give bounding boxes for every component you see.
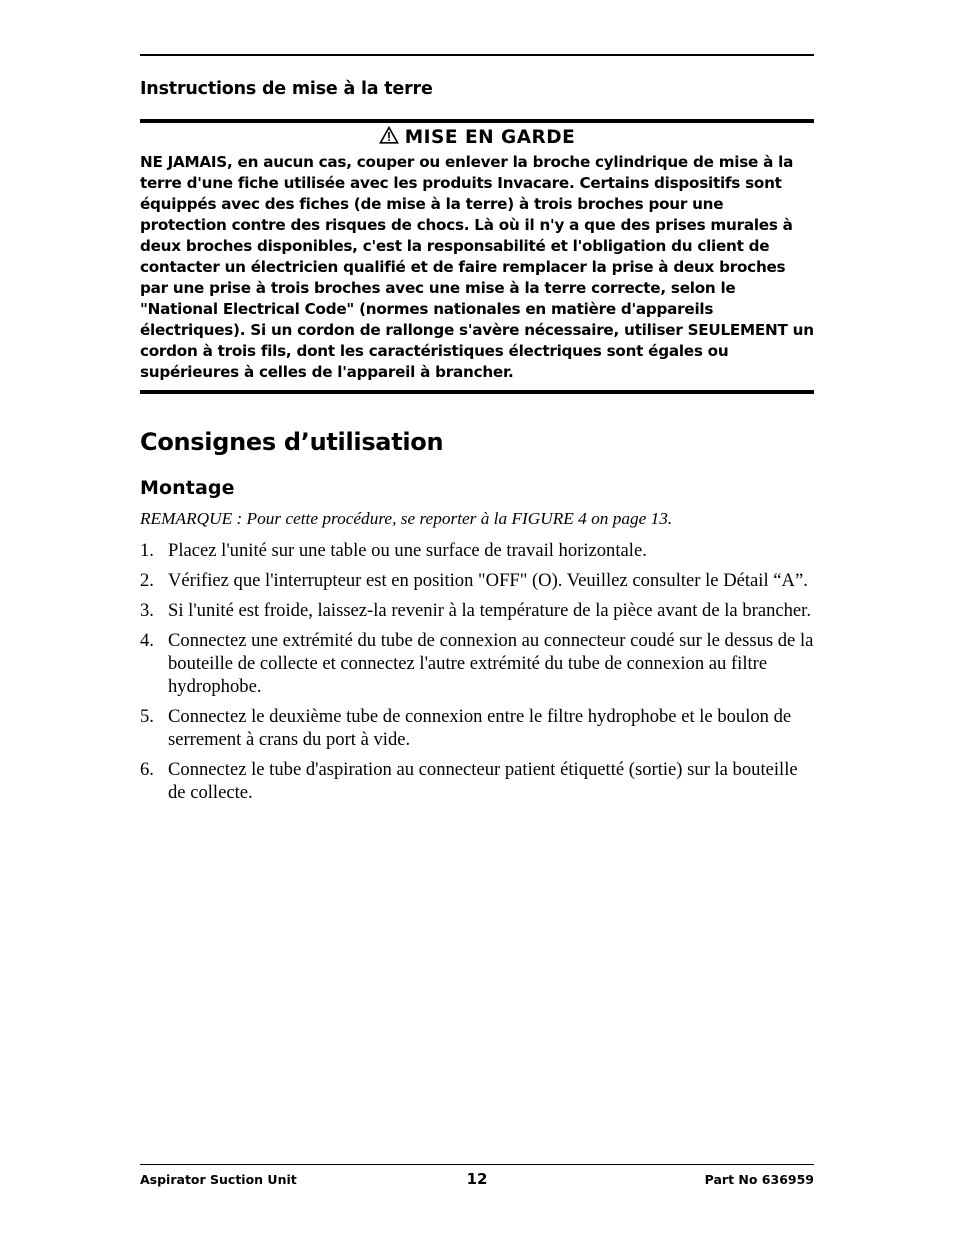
page-number: 12 [466,1170,488,1188]
step-number: 2. [140,570,154,591]
top-rule [140,54,814,56]
step-text: Connectez le tube d'aspiration au connecteur patient étiquetté (sortie) sur la bouteille de collecte. [168,759,798,803]
warning-heading-text: MISE EN GARDE [404,127,576,148]
step-text: Vérifiez que l'interrupteur est en position "OFF" (O). Veuillez consulter le Détail “A”. [168,570,808,591]
footer-product: Aspirator Suction Unit [140,1172,297,1187]
list-item [140,705,814,751]
list-item [140,539,814,562]
steps-list [140,539,814,811]
list-item [140,758,814,804]
warning-top-rule [140,119,814,123]
warning-bottom-rule [140,390,814,394]
step-text: Connectez le deuxième tube de connexion entre le filtre hydrophobe et le boulon de serrement à crans du port à vide. [168,706,792,750]
footer-rule [140,1164,814,1165]
step-text: Si l'unité est froide, laissez-la revenir à la température de la pièce avant de la brancher. [168,600,811,621]
step-number: 1. [140,540,154,561]
warning-heading [140,126,814,148]
step-text: Placez l'unité sur une table ou une surface de travail horizontale. [168,540,647,561]
list-item [140,599,814,622]
list-item [140,569,814,592]
list-item [140,629,814,698]
section-title: Instructions de mise à la terre [140,79,433,99]
step-number: 4. [140,630,154,651]
warning-body [140,152,814,383]
step-number: 6. [140,759,154,780]
step-text: Connectez une extrémité du tube de connexion au connecteur coudé sur le dessus de la bouteille de collecte et connectez l'autre extrémité du tube de connexion au filtre hydrophobe. [168,630,814,697]
step-number: 5. [140,706,154,727]
subheading: Montage [140,477,235,499]
note: REMARQUE : Pour cette procédure, se reporter à la FIGURE 4 on page 13. [140,509,673,528]
page-heading: Consignes d’utilisation [140,428,444,456]
warning-triangle-icon [379,126,399,144]
step-number: 3. [140,600,154,621]
footer-part-number: Part No 636959 [704,1172,814,1187]
warning-text: NE JAMAIS, en aucun cas, couper ou enlever la broche cylindrique de mise à la terre d'une fiche utilisée avec les produits Invacare. Certains dispositifs sont équippés avec des fiches (de mise à la terre) à trois broches pour une protection contre des risques de chocs. Là où il n'y a que des prises murales à deux broches disponibles, c'est la responsabilité et l'obligation du client de contacter un électricien qualifié et de faire remplacer la prise à deux broches par une prise à trois broches avec une mise à la terre correcte, selon le "National Electrical Code" (normes nationales en matière d'appareils électriques). Si un cordon de rallonge s'avère nécessaire, utiliser SEULEMENT un cordon à trois fils, dont les caractéristiques électriques sont égales ou supérieures à celles de l'appareil à brancher. [140,153,814,381]
